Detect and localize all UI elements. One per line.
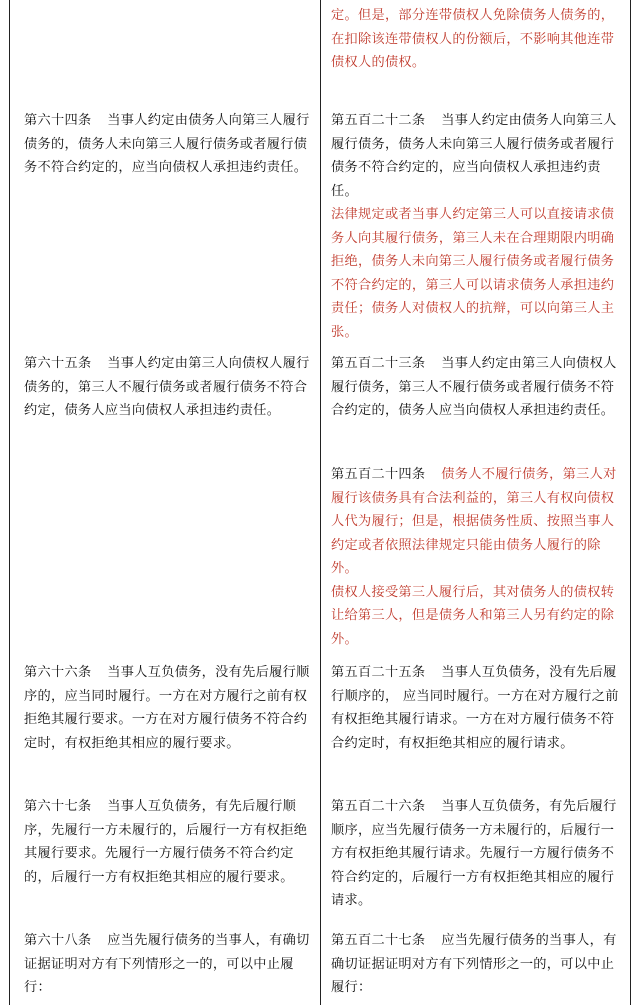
comparison-table — [9, 0, 631, 1005]
new-law-article-527 — [331, 929, 623, 1000]
article-paragraph — [24, 661, 310, 755]
added-paragraph: 债权人接受第三人履行后，其对债务人的债权转让给第三人，但是债务人和第三人另有约定的除外。 — [331, 584, 615, 647]
article-number: 第六十六条 — [24, 665, 92, 680]
article-text: 应当先履行债务的当事人，有确切证据证明对方有下列情形之一的，可以中止履行： — [24, 933, 310, 995]
article-number: 第五百二十七条 — [331, 933, 426, 948]
article-text: 当事人约定由债务人向第三人履行债务的，债务人未向第三人履行债务或者履行债务不符合约定的，应当向债权人承担违约责任。 — [24, 113, 310, 175]
article-number: 第六十五条 — [24, 356, 92, 371]
old-law-article-66 — [24, 661, 310, 755]
article-paragraph — [24, 795, 310, 889]
article-text: 当事人约定由第三人向债权人履行债务，第三人不履行债务或者履行债务不符合约定的，债务人应当向债权人承担违约责任。 — [331, 356, 617, 418]
article-text: 当事人互负债务，没有先后履行顺序的，应当同时履行。一方在对方履行之前有权拒绝其履行要求。一方在对方履行债务不符合约定时，有权拒绝其相应的履行要求。 — [24, 665, 310, 751]
new-law-continuation — [331, 4, 623, 75]
article-number: 第五百二十五条 — [331, 665, 426, 680]
article-number: 第五百二十二条 — [331, 113, 426, 128]
new-law-article-525 — [331, 661, 623, 755]
article-number: 第五百二十六条 — [331, 799, 426, 814]
new-law-article-523 — [331, 352, 623, 423]
old-law-article-64 — [24, 109, 310, 180]
article-paragraph — [331, 352, 623, 423]
article-paragraph — [331, 661, 623, 755]
article-paragraph — [24, 352, 310, 423]
article-paragraph — [24, 109, 310, 180]
new-law-article-524 — [331, 463, 623, 651]
article-text: 当事人互负债务，有先后履行顺序，先履行一方未履行的，后履行一方有权拒绝其履行要求。先履行一方履行债务不符合约定的，后履行一方有权拒绝其相应的履行要求。 — [24, 799, 308, 885]
new-law-article-522 — [331, 109, 623, 344]
article-number: 第五百二十三条 — [331, 356, 426, 371]
old-law-article-65 — [24, 352, 310, 423]
article-number: 第六十四条 — [24, 113, 92, 128]
article-paragraph — [331, 109, 623, 203]
article-text: 当事人约定由债务人向第三人履行债务，债务人未向第三人履行债务或者履行债务不符合约定的，应当向债权人承担违约责任。 — [331, 113, 617, 199]
article-text: 当事人互负债务，有先后履行顺序，应当先履行债务一方未履行的，后履行一方有权拒绝其履行请求。先履行一方履行债务不符合约定的，后履行一方有权拒绝其相应的履行请求。 — [331, 799, 617, 908]
article-text: 应当先履行债务的当事人，有确切证据证明对方有下列情形之一的，可以中止履行： — [331, 933, 617, 995]
article-paragraph — [331, 929, 623, 1000]
added-paragraph: 法律规定或者当事人约定第三人可以直接请求债务人向其履行债务，第三人未在合理期限内明确拒绝，债务人未向第三人履行债务或者履行债务不符合约定的，第三人可以请求债务人承担违约责任；债务人对债权人的抗辩，可以向第三人主张。 — [331, 207, 615, 340]
table-border-left — [9, 0, 10, 1005]
article-paragraph — [331, 795, 623, 913]
paragraph: 定。但是，部分连带债权人免除债务人债务的，在扣除该连带债权人的份额后，不影响其他连带债权人的债权。 — [331, 8, 615, 70]
article-text: 当事人约定由第三人向债权人履行债务的，第三人不履行债务或者履行债务不符合约定，债务人应当向债权人承担违约责任。 — [24, 356, 310, 418]
article-paragraph — [24, 929, 310, 1000]
old-law-article-67 — [24, 795, 310, 889]
article-paragraph — [331, 463, 623, 581]
article-text: 当事人互负债务，没有先后履行顺序的， 应当同时履行。一方在对方履行之前有权拒绝其履行请求。一方在对方履行债务不符合约定时，有权拒绝其相应的履行请求。 — [331, 665, 619, 751]
table-border-middle — [320, 0, 321, 1005]
article-number: 第六十七条 — [24, 799, 92, 814]
table-border-right — [630, 0, 631, 1005]
old-law-article-68 — [24, 929, 310, 1000]
article-number: 第五百二十四条 — [331, 467, 426, 482]
new-law-article-526 — [331, 795, 623, 913]
article-text: 债务人不履行债务，第三人对履行该债务具有合法利益的，第三人有权向债权人代为履行；但是，根据债务性质、按照当事人约定或者依照法律规定只能由债务人履行的除外。 — [331, 467, 617, 576]
article-number: 第六十八条 — [24, 933, 92, 948]
